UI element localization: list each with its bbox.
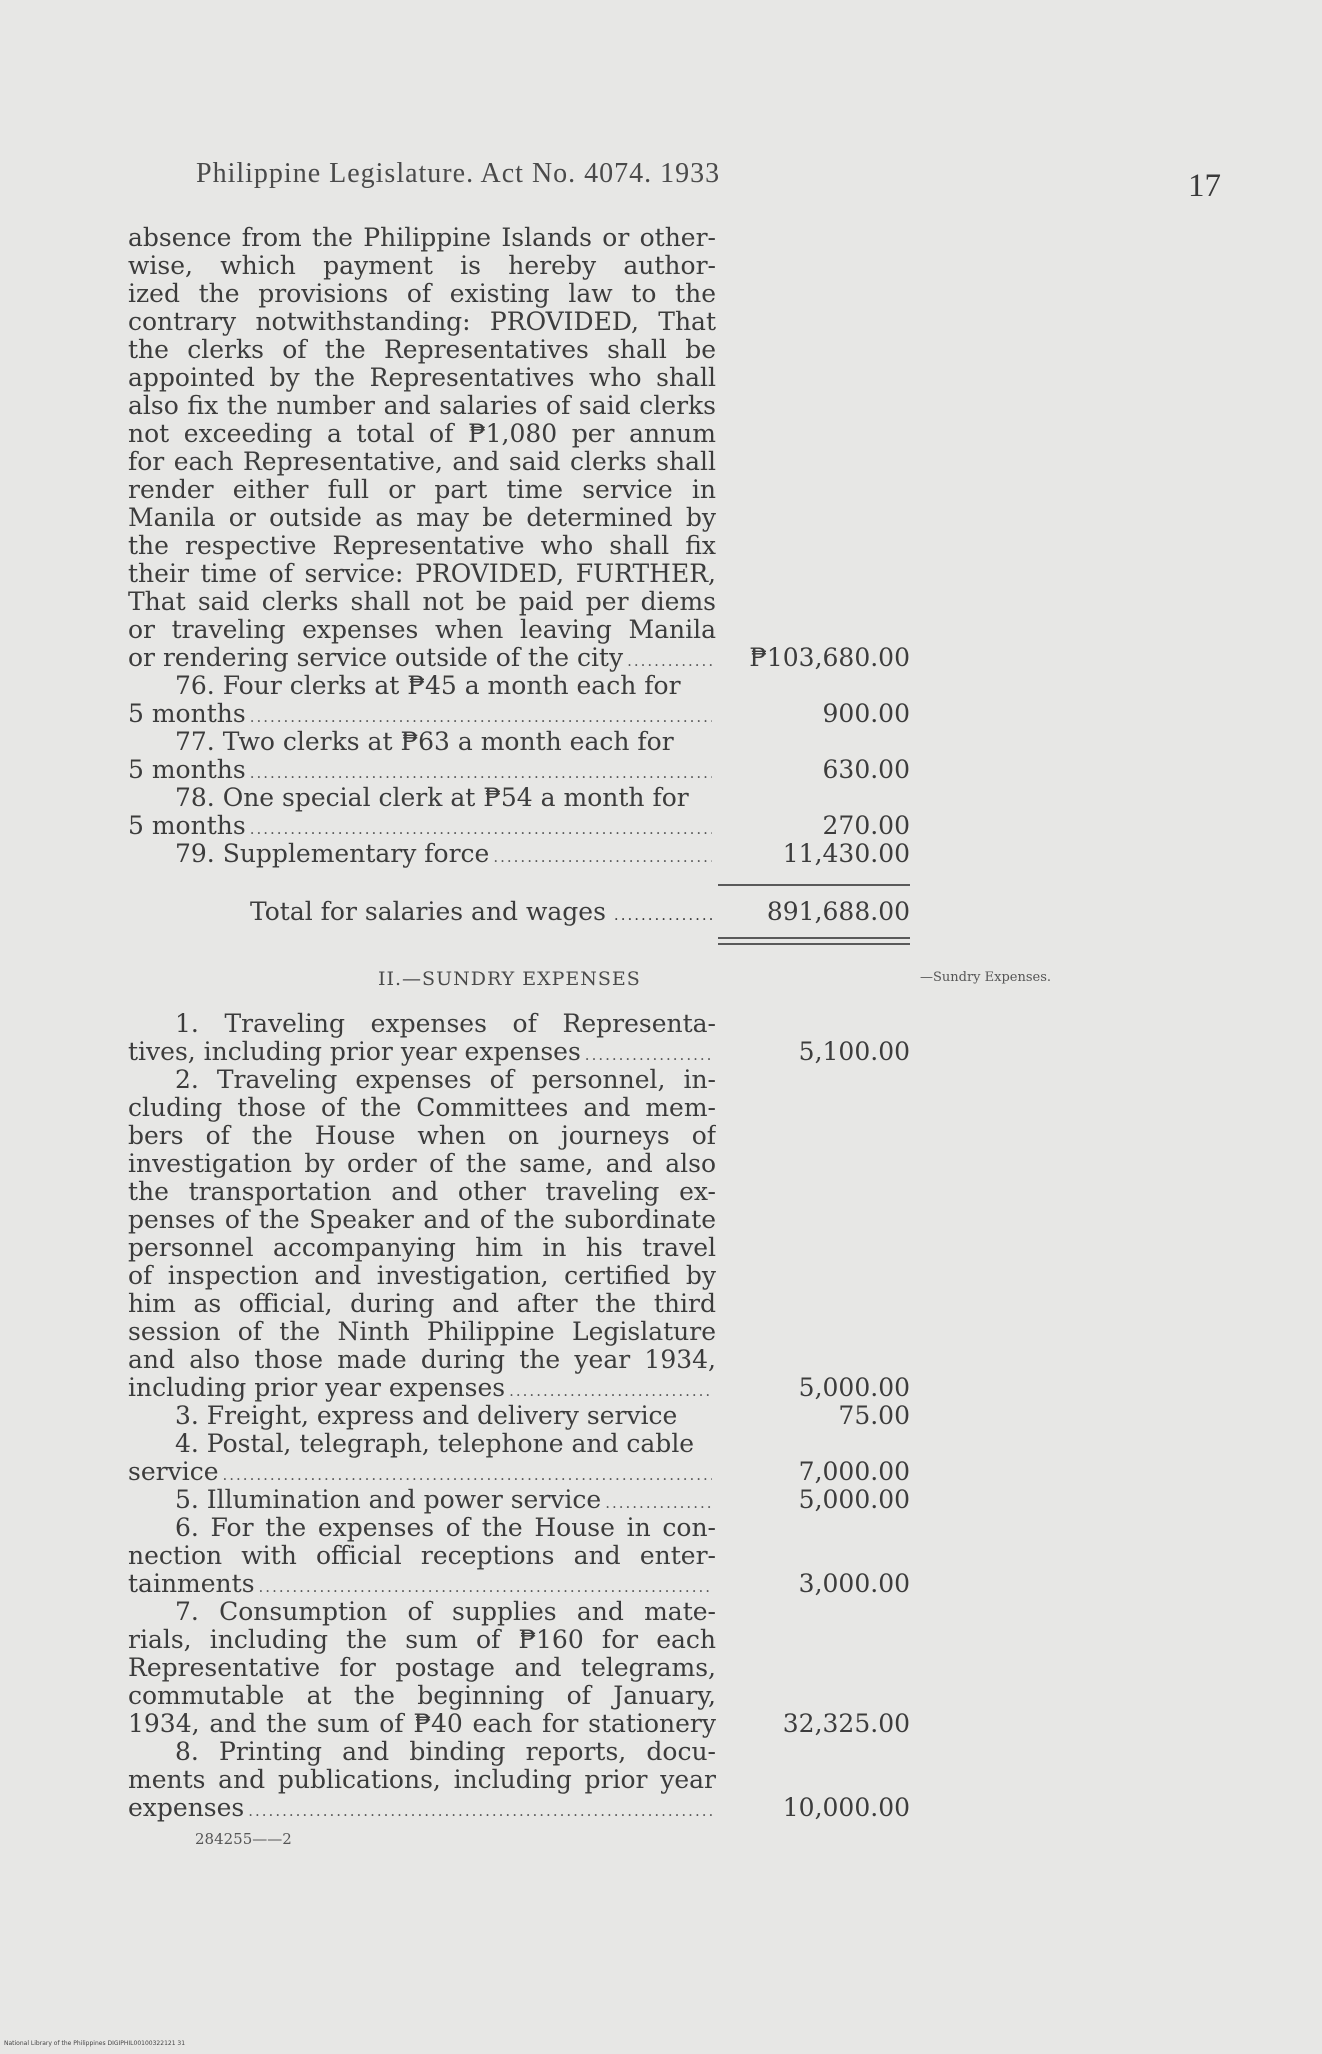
- double-rule-bottom: [718, 943, 910, 945]
- sum-rule: [718, 884, 910, 886]
- body-text-line: their time of service: PROVIDED, FURTHER,: [128, 560, 716, 588]
- body-text-line: not exceeding a total of ₱1,080 per annum: [128, 420, 716, 448]
- running-header: Philippine Legislature. Act No. 4074. 1933: [196, 158, 721, 189]
- body-text-line: render either full or part time service in: [128, 476, 716, 504]
- item-text-line: cluding those of the Committees and mem-: [128, 1094, 716, 1122]
- amount-value: ₱103,680.00: [749, 643, 910, 672]
- body-text-line: contrary notwithstanding: PROVIDED, That: [128, 308, 716, 336]
- amount-value: 11,430.00: [782, 839, 910, 868]
- body-text-line: or traveling expenses when leaving Manila: [128, 616, 716, 644]
- item-text-line: of inspection and investigation, certified by: [128, 1262, 716, 1290]
- amount-value: 270.00: [822, 811, 910, 840]
- item-text-line: 3. Freight, express and delivery service: [175, 1402, 678, 1430]
- item-text-line: 8. Printing and binding reports, docu-: [175, 1738, 716, 1766]
- item-text-line: nection with official receptions and enter-: [128, 1542, 716, 1570]
- item-text-line: 6. For the expenses of the House in con-: [175, 1514, 716, 1542]
- item-text-line: rials, including the sum of ₱160 for each: [128, 1626, 716, 1654]
- amount-value: 3,000.00: [798, 1569, 910, 1598]
- item-text-line: 4. Postal, telegraph, telephone and cable: [175, 1430, 695, 1458]
- item-text-segment: 5 months: [128, 699, 246, 728]
- body-text-line: wise, which payment is hereby author-: [128, 252, 716, 280]
- item-text-segment: expenses: [128, 1793, 245, 1822]
- item-text-line-with-leader: [128, 1458, 716, 1486]
- item-text-line: and also those made during the year 1934,: [128, 1346, 716, 1374]
- amount-value: 75.00: [838, 1401, 910, 1430]
- item-text-line-with-leader: [128, 1374, 716, 1402]
- amount-value: 5,100.00: [798, 1037, 910, 1066]
- body-text-line: absence from the Philippine Islands or other-: [128, 224, 716, 252]
- dot-leader: [614, 901, 716, 929]
- item-text-line: session of the Ninth Philippine Legislature: [128, 1318, 716, 1346]
- item-text-line: 76. Four clerks at ₱45 a month each for: [175, 672, 681, 700]
- item-text-segment: 79. Supplementary force: [175, 839, 490, 868]
- amount-value: 630.00: [822, 755, 910, 784]
- body-text-line: Manila or outside as may be determined by: [128, 504, 716, 532]
- dot-leader: [248, 1797, 712, 1825]
- dot-leader: [585, 1041, 712, 1069]
- body-text-line: also fix the number and salaries of said clerks: [128, 392, 716, 420]
- body-text-line: the respective Representative who shall fix: [128, 532, 716, 560]
- item-text-line: 78. One special clerk at ₱54 a month for: [175, 784, 689, 812]
- item-text-line: commutable at the beginning of January,: [128, 1682, 716, 1710]
- item-text-line: the transportation and other traveling ex-: [128, 1178, 716, 1206]
- item-text-line-with-leader: [128, 756, 716, 784]
- dot-leader: [259, 1573, 712, 1601]
- amount-value: 10,000.00: [782, 1793, 910, 1822]
- item-text-line-with-leader: [128, 812, 716, 840]
- item-text-segment: 5 months: [128, 755, 246, 784]
- item-text-segment: service: [128, 1457, 219, 1486]
- body-text-segment: or rendering service outside of the city: [128, 643, 624, 672]
- amount-value: 32,325.00: [782, 1709, 910, 1738]
- item-text-line-with-leader: [175, 840, 716, 868]
- item-text-line: 77. Two clerks at ₱63 a month each for: [175, 728, 674, 756]
- body-text-line: for each Representative, and said clerks shall: [128, 448, 716, 476]
- item-text-line: ments and publications, including prior year: [128, 1766, 716, 1794]
- total-amount: 891,688.00: [766, 897, 910, 926]
- total-label: Total for salaries and wages: [250, 897, 606, 926]
- item-text-line-with-leader: [175, 1486, 716, 1514]
- item-text-line: penses of the Speaker and of the subordinate: [128, 1206, 716, 1234]
- item-text-line-with-leader: [128, 700, 716, 728]
- item-text-line: 1934, and the sum of ₱40 each for stationery: [128, 1710, 716, 1738]
- item-text-line: Representative for postage and telegrams,: [128, 1654, 716, 1682]
- item-text-line: bers of the House when on journeys of: [128, 1122, 716, 1150]
- body-text-line: That said clerks shall not be paid per diems: [128, 588, 716, 616]
- margin-note: —Sundry Expenses.: [920, 970, 1052, 985]
- body-text-line: ized the provisions of existing law to the: [128, 280, 716, 308]
- page-number: 17: [1188, 168, 1221, 204]
- total-line: [250, 898, 716, 926]
- item-text-line: personnel accompanying him in his travel: [128, 1234, 716, 1262]
- item-text-line: 7. Consumption of supplies and mate-: [175, 1598, 716, 1626]
- body-text-line: the clerks of the Representatives shall be: [128, 336, 716, 364]
- dot-leader: [493, 843, 712, 871]
- amount-value: 5,000.00: [798, 1485, 910, 1514]
- body-text-line: appointed by the Representatives who shall: [128, 364, 716, 392]
- library-watermark: National Library of the Philippines DIGIPHIL00100322121 31: [4, 2040, 186, 2047]
- item-text-segment: including prior year expenses: [128, 1373, 506, 1402]
- item-text-segment: 5 months: [128, 811, 246, 840]
- item-text-line: him as official, during and after the third: [128, 1290, 716, 1318]
- item-text-line-with-leader: [128, 1038, 716, 1066]
- item-text-line-with-leader: [128, 1570, 716, 1598]
- body-text-line-with-leader: [128, 644, 716, 672]
- item-text-line: 1. Traveling expenses of Representa-: [175, 1010, 716, 1038]
- double-rule-top: [718, 937, 910, 939]
- item-text-segment: 5. Illumination and power service: [175, 1485, 602, 1514]
- item-text-segment: tives, including prior year expenses: [128, 1037, 581, 1066]
- dot-leader: [250, 703, 712, 731]
- section-heading: II.—SUNDRY EXPENSES: [378, 968, 641, 990]
- dot-leader: [605, 1489, 712, 1517]
- dot-leader: [627, 647, 712, 675]
- printer-signature: 284255——2: [195, 1830, 292, 1848]
- amount-value: 900.00: [822, 699, 910, 728]
- amount-value: 7,000.00: [798, 1457, 910, 1486]
- item-text-line: investigation by order of the same, and also: [128, 1150, 716, 1178]
- item-text-line: 2. Traveling expenses of personnel, in-: [175, 1066, 716, 1094]
- amount-value: 5,000.00: [798, 1373, 910, 1402]
- item-text-line-with-leader: [128, 1794, 716, 1822]
- item-text-segment: tainments: [128, 1569, 255, 1598]
- dot-leader: [250, 759, 712, 787]
- dot-leader: [509, 1377, 712, 1405]
